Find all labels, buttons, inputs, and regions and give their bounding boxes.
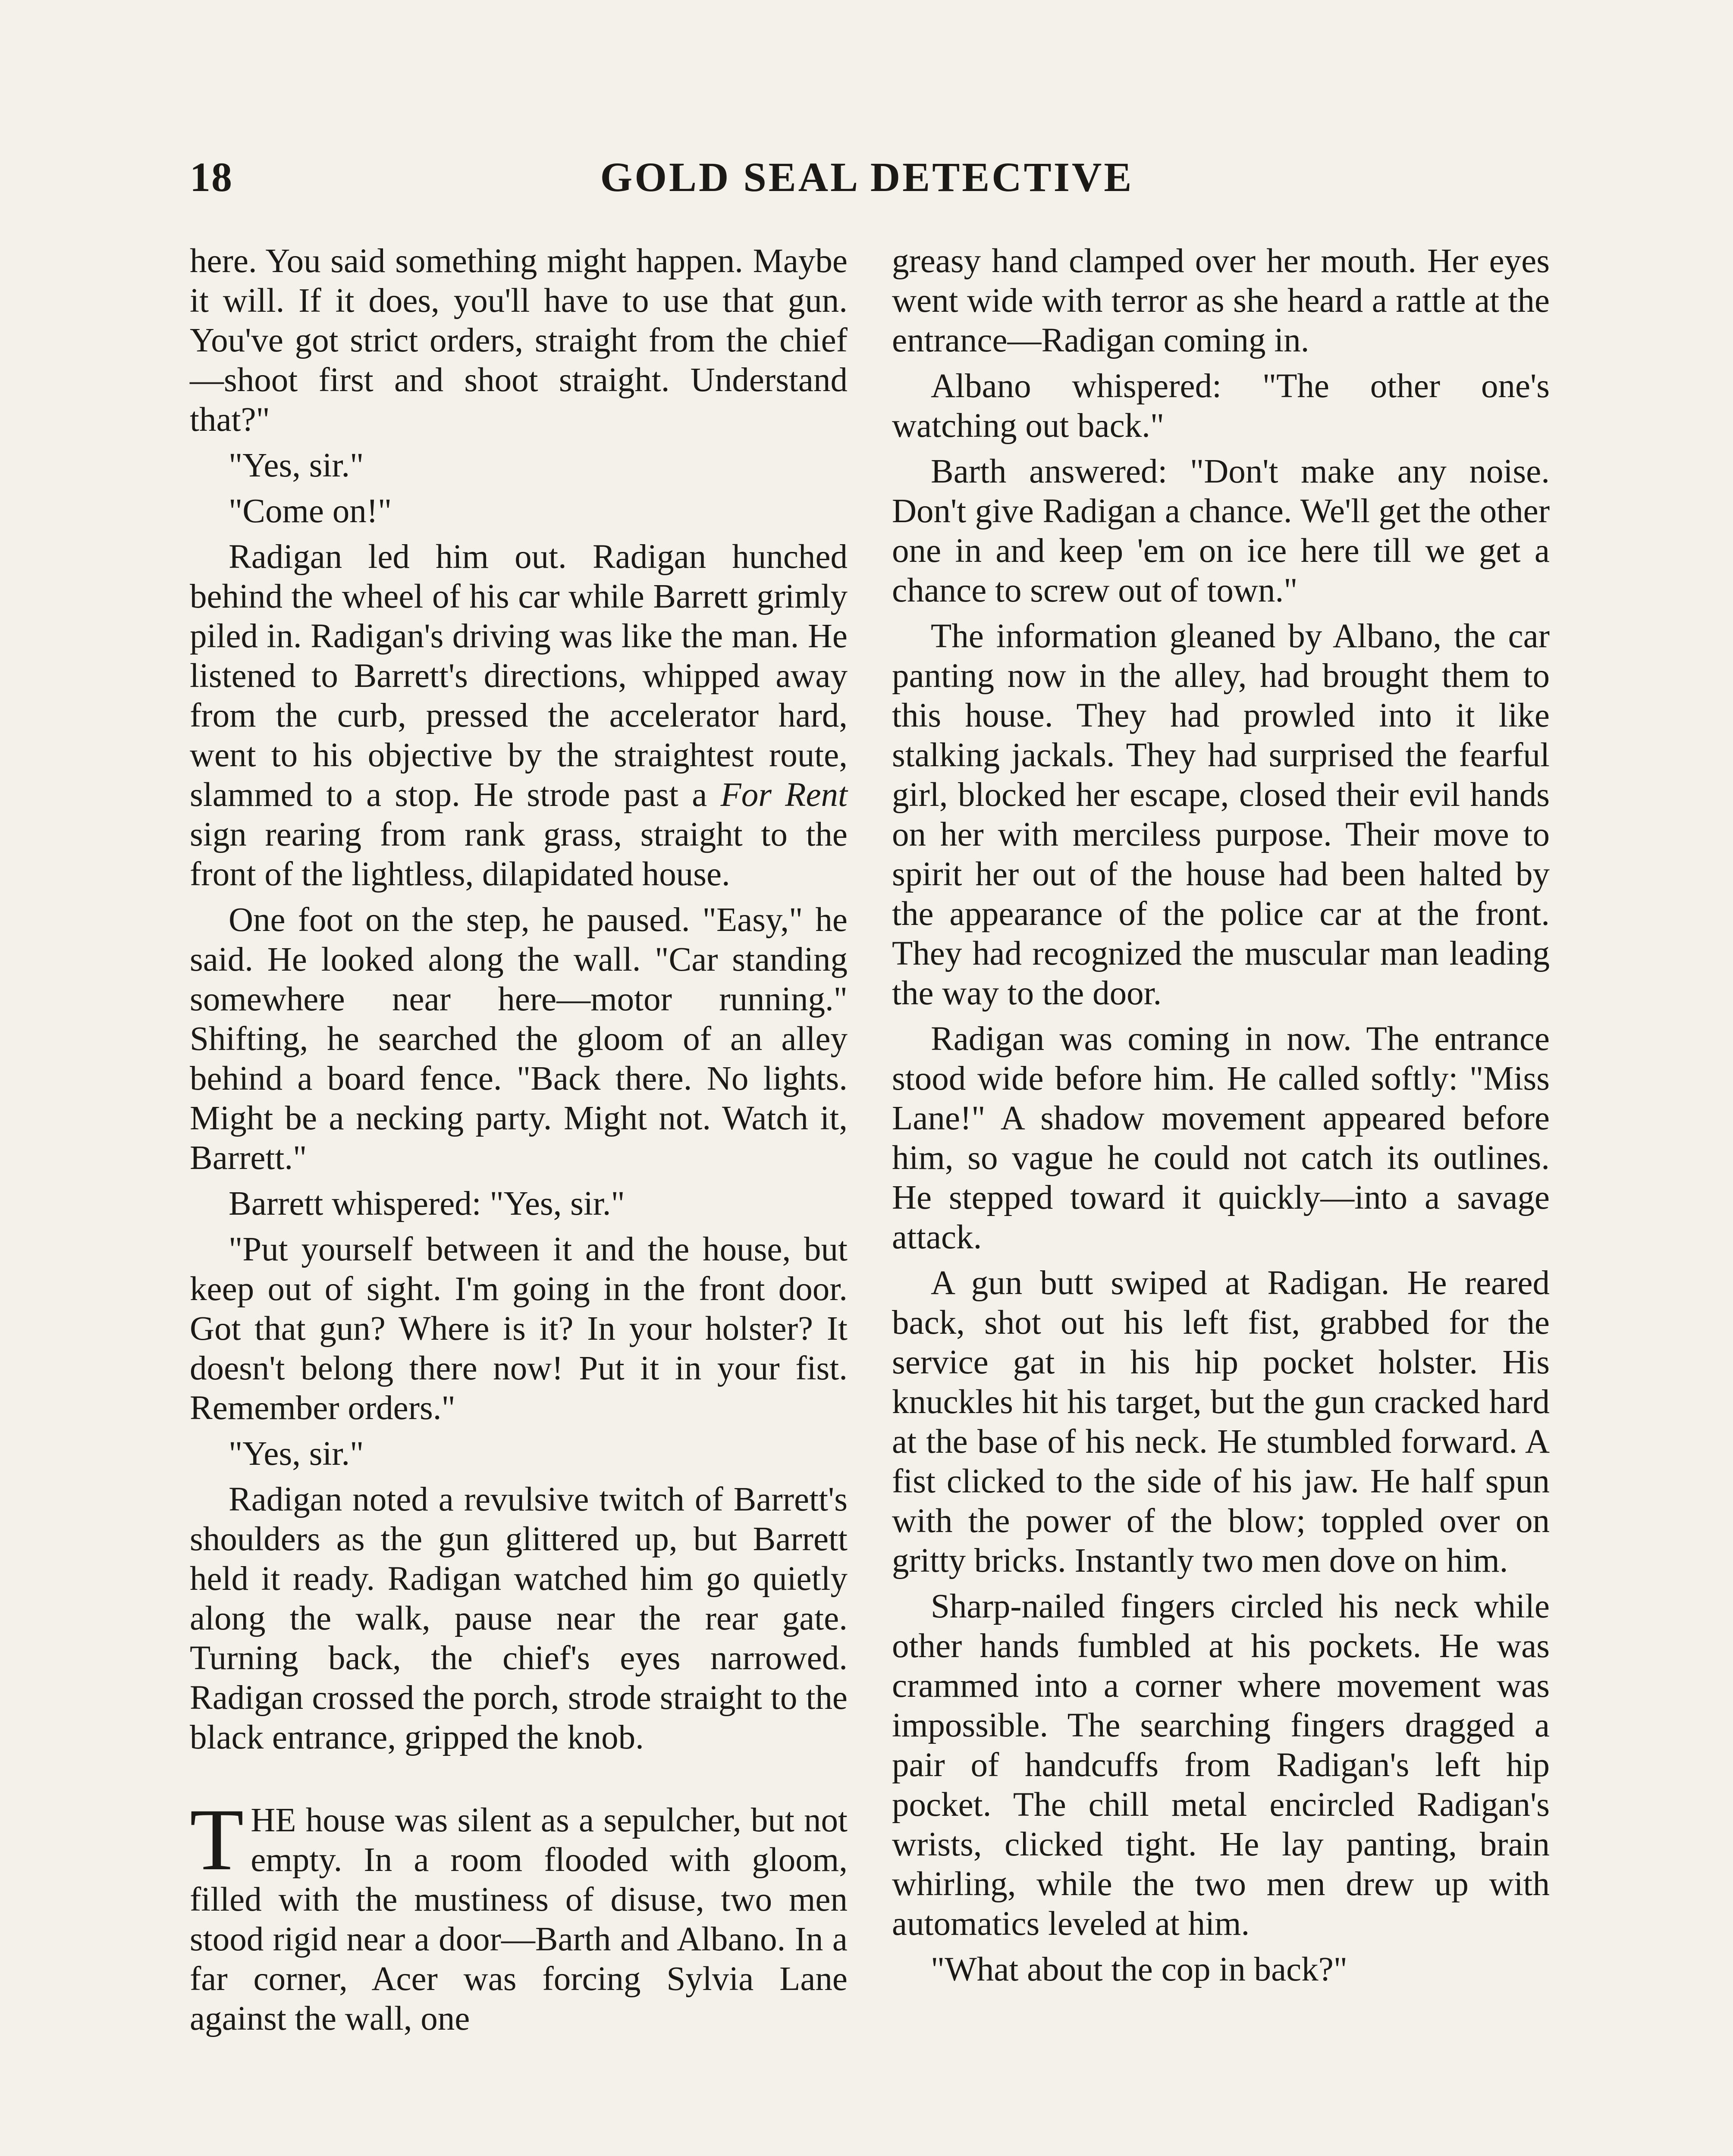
paragraph: Radigan noted a revulsive twitch of Barrett's shoulders as the gun glittered up, but Barrett held it ready. Radigan watched him go quietly along the walk, pause near the rear gate. Turning back, the chief's eyes narrowed. Radigan crossed the porch, strode straight to the black entrance, gripped the knob.: [190, 1481, 848, 1756]
paragraph: Sharp-nailed fingers circled his neck while other hands fumbled at his pockets. He was crammed into a corner where movement was impossible. The searching fingers dragged a pair of handcuffs from Radigan's left hip pocket. The chill metal encircled Radigan's wrists, clicked tight. He lay panting, brain whirling, while the two men drew up with automatics leveled at him.: [892, 1588, 1550, 1943]
drop-cap: T: [190, 1791, 244, 1889]
left-column: [190, 241, 848, 2045]
paragraph: Albano whispered: "The other one's watching out back.": [892, 367, 1550, 445]
paragraph-text: Radigan led him out. Radigan hunched behind the wheel of his car while Barrett grimly piled in. Radigan's driving was like the man. He listened to Barrett's directions, whipped away from the curb, pressed the accelerator hard, went to his objective by the straightest route, slammed to a stop. He strode past a: [190, 538, 848, 814]
paragraph: Radigan was coming in now. The entrance stood wide before him. He called softly: "Miss Lane!" A shadow movement appeared before him, so vague he could not catch its outlines. He stepped toward it quickly—into a savage attack.: [892, 1020, 1550, 1256]
paragraph: "Put yourself between it and the house, but keep out of sight. I'm going in the front door. Got that gun? Where is it? In your holster? It doesn't belong there now! Put it in your fist. Remember orders.": [190, 1231, 848, 1427]
page-number: 18: [190, 154, 233, 200]
paragraph: "Come on!": [229, 492, 392, 530]
paragraph: The information gleaned by Albano, the car panting now in the alley, had brought them to this house. They had prowled into it like stalking jackals. They had surprised the fearful girl, blocked her escape, closed their evil hands on her with merciless purpose. Their move to spirit her out of the house had been halted by the appearance of the police car at the front. They had recognized the muscular man leading the way to the door.: [892, 617, 1550, 1012]
paragraph: "Yes, sir.": [229, 447, 364, 484]
paragraph: Barth answered: "Don't make any noise. Don't give Radigan a chance. We'll get the other one in and keep 'em on ice here till we get a chance to screw out of town.": [892, 453, 1550, 609]
right-column: [892, 241, 1550, 1996]
section-start-paragraph: [190, 1791, 848, 2039]
paragraph: One foot on the step, he paused. "Easy," he said. He looked along the wall. "Car standing somewhere near here—motor running." Shifting, he searched the gloom of an alley behind a board fence. "Back there. No lights. Might be a necking party. Might not. Watch it, Barrett.": [190, 901, 848, 1177]
paragraph: [190, 537, 848, 894]
paragraph: here. You said something might happen. Maybe it will. If it does, you'll have to use that gun. You've got strict orders, straight from the chief —shoot first and shoot straight. Understand that?": [190, 242, 848, 439]
paragraph-text: sign rearing from rank grass, straight to the front of the lightless, dilapidated house.: [190, 816, 848, 893]
paragraph: "What about the cop in back?": [931, 1951, 1348, 1988]
paragraph-text: HE house was silent as a sepulcher, but not empty. In a room flooded with gloom, filled with the mustiness of disuse, two men stood rigid near a door—Barth and Albano. In a far corner, Acer was forcing Sylvia Lane against the wall, one: [190, 1802, 848, 2037]
running-title: GOLD SEAL DETECTIVE: [600, 154, 1134, 200]
paragraph: Barrett whispered: "Yes, sir.": [229, 1185, 625, 1222]
paragraph: "Yes, sir.": [229, 1435, 364, 1473]
paragraph: greasy hand clamped over her mouth. Her eyes went wide with terror as she heard a rattle at the entrance—Radigan coming in.: [892, 242, 1550, 359]
paragraph: A gun butt swiped at Radigan. He reared back, shot out his left fist, grabbed for the service gat in his hip pocket holster. His knuckles hit his target, but the gun cracked hard at the base of his neck. He stumbled forward. A fist clicked to the side of his jaw. He half spun with the power of the blow; toppled over on gritty bricks. Instantly two men dove on him.: [892, 1264, 1550, 1579]
for-rent-italic: For Rent: [720, 776, 848, 814]
page-header: [190, 153, 1544, 218]
